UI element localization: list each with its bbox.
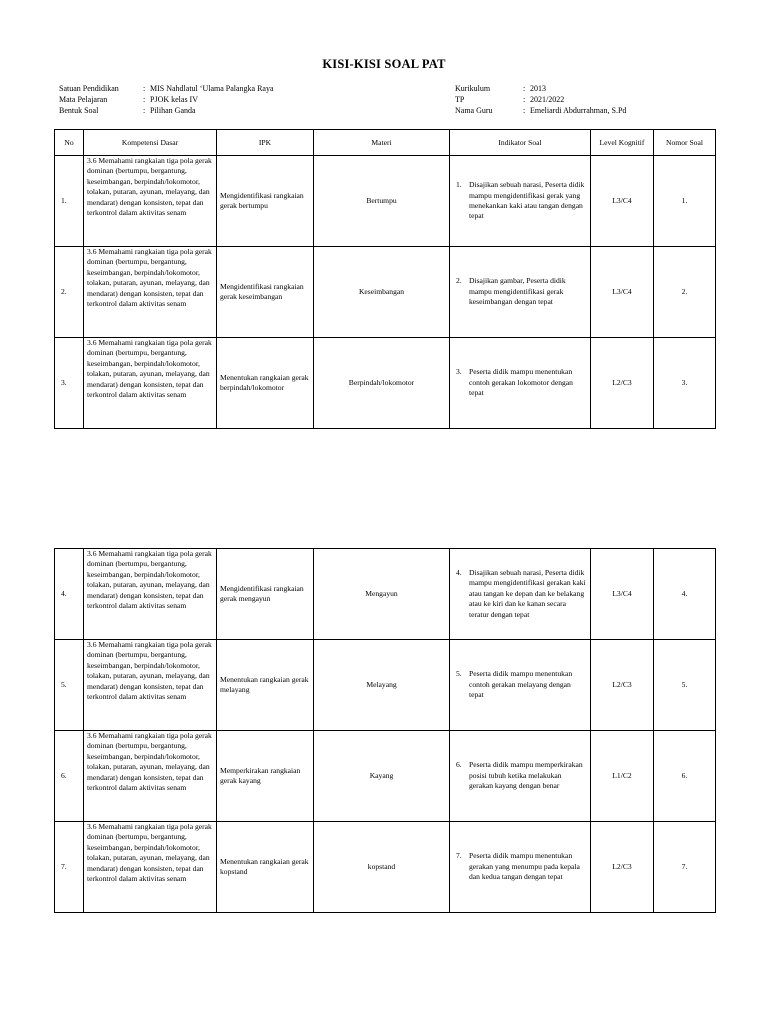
kisi-table-part-2 [54, 548, 716, 913]
cell-kompetensi-dasar: 3.6 Memahami rangkaian tiga pola gerak dominan (bertumpu, bergantung, keseimbangan, berpindah/lokomotor, tolakan, putaran, ayunan, melayang, dan mendarat) dengan konsisten, tepat dan terkontrol dalam aktivitas senam [84, 247, 217, 338]
cell-materi: Berpindah/lokomotor [314, 338, 450, 429]
indikator-text: Peserta didik mampu menentukan gerakan yang menumpu pada kepala dan kedua tangan dengan tepat [469, 851, 580, 882]
cell-kompetensi-dasar: 3.6 Memahami rangkaian tiga pola gerak dominan (bertumpu, bergantung, keseimbangan, berpindah/lokomotor, tolakan, putaran, ayunan, melayang, dan mendarat) dengan konsisten, tepat dan terkontrol dalam aktivitas senam [84, 156, 217, 247]
meta-row: Mata Pelajaran : PJOK kelas IV [59, 95, 198, 105]
cell-ipk: Menentukan rangkaian gerak berpindah/lokomotor [217, 338, 314, 429]
cell-materi: Melayang [314, 640, 450, 731]
cell-indikator [450, 156, 591, 247]
meta-label: Satuan Pendidikan [59, 84, 119, 93]
meta-row: Nama Guru : Emeliardi Abdurrahman, S.Pd [455, 106, 627, 116]
header-level-kognitif: Level Kognitif [591, 130, 654, 156]
indikator-text: Peserta didik mampu memperkirakan posisi tubuh ketika melakukan gerakan kayang dengan benar [469, 760, 583, 791]
indikator-number: 7. [456, 851, 462, 861]
header-no: No [55, 130, 84, 156]
cell-indikator [450, 731, 591, 822]
cell-kompetensi-dasar: 3.6 Memahami rangkaian tiga pola gerak dominan (bertumpu, bergantung, keseimbangan, berpindah/lokomotor, tolakan, putaran, ayunan, melayang, dan mendarat) dengan konsisten, tepat dan terkontrol dalam aktivitas senam [84, 549, 217, 640]
cell-kompetensi-dasar: 3.6 Memahami rangkaian tiga pola gerak dominan (bertumpu, bergantung, keseimbangan, berpindah/lokomotor, tolakan, putaran, ayunan, melayang, dan mendarat) dengan konsisten, tepat dan terkontrol dalam aktivitas senam [84, 338, 217, 429]
cell-no: 2. [55, 247, 84, 338]
cell-level: L3/C4 [591, 549, 654, 640]
meta-value: 2021/2022 [530, 95, 565, 105]
cell-nomor-soal: 1. [654, 156, 716, 247]
header-nomor-soal: Nomor Soal [654, 130, 716, 156]
cell-level: L2/C3 [591, 640, 654, 731]
table-row [55, 640, 716, 731]
cell-level: L2/C3 [591, 338, 654, 429]
cell-nomor-soal: 7. [654, 822, 716, 913]
meta-value: Pilihan Ganda [150, 106, 196, 116]
cell-ipk: Memperkirakan rangkaian gerak kayang [217, 731, 314, 822]
indikator-number: 1. [456, 180, 462, 190]
indikator-number: 6. [456, 760, 462, 770]
cell-ipk: Mengidentifikasi rangkaian gerak keseimbangan [217, 247, 314, 338]
indikator-number: 3. [456, 367, 462, 377]
cell-no: 1. [55, 156, 84, 247]
meta-row: Kurikulum : 2013 [455, 84, 546, 93]
cell-materi: Keseimbangan [314, 247, 450, 338]
meta-label: TP [455, 95, 465, 105]
cell-nomor-soal: 6. [654, 731, 716, 822]
cell-kompetensi-dasar: 3.6 Memahami rangkaian tiga pola gerak dominan (bertumpu, bergantung, keseimbangan, berpindah/lokomotor, tolakan, putaran, ayunan, melayang, dan mendarat) dengan konsisten, tepat dan terkontrol dalam aktivitas senam [84, 731, 217, 822]
header-materi: Materi [314, 130, 450, 156]
header-ipk: IPK [217, 130, 314, 156]
indikator-number: 2. [456, 276, 462, 286]
meta-label: Kurikulum [455, 84, 491, 93]
meta-value: PJOK kelas IV [150, 95, 198, 105]
meta-label: Bentuk Soal [59, 106, 99, 116]
cell-level: L2/C3 [591, 822, 654, 913]
meta-row: TP : 2021/2022 [455, 95, 565, 105]
cell-nomor-soal: 5. [654, 640, 716, 731]
kisi-table-part-1 [54, 129, 716, 429]
cell-nomor-soal: 3. [654, 338, 716, 429]
header-indikator-soal: Indikator Soal [450, 130, 591, 156]
cell-kompetensi-dasar: 3.6 Memahami rangkaian tiga pola gerak dominan (bertumpu, bergantung, keseimbangan, berpindah/lokomotor, tolakan, putaran, ayunan, melayang, dan mendarat) dengan konsisten, tepat dan terkontrol dalam aktivitas senam [84, 640, 217, 731]
cell-level: L3/C4 [591, 247, 654, 338]
cell-indikator [450, 640, 591, 731]
cell-no: 3. [55, 338, 84, 429]
indikator-text: Disajikan sebuah narasi, Peserta didik mampu mengidentifikasi gerak yang menekankan kaki atau tangan dengan tepat [469, 180, 585, 221]
indikator-text: Disajikan sebuah narasi, Peserta didik mampu mengidentifikasi gerakan kaki atau tangan ke depan dan ke belakang atau ke kiri dan ke kanan secara teratur dengan tepat [469, 567, 586, 619]
meta-left [59, 83, 274, 117]
cell-ipk: Mengidentifikasi rangkaian gerak mengayun [217, 549, 314, 640]
meta-value: 2013 [530, 84, 546, 93]
cell-no: 7. [55, 822, 84, 913]
cell-ipk: Menentukan rangkaian gerak melayang [217, 640, 314, 731]
meta-row: Bentuk Soal : Pilihan Ganda [59, 106, 196, 116]
table-header-row [55, 130, 716, 156]
cell-no: 6. [55, 731, 84, 822]
cell-level: L3/C4 [591, 156, 654, 247]
cell-kompetensi-dasar: 3.6 Memahami rangkaian tiga pola gerak dominan (bertumpu, bergantung, keseimbangan, berpindah/lokomotor, tolakan, putaran, ayunan, melayang, dan mendarat) dengan konsisten, tepat dan terkontrol dalam aktivitas senam [84, 822, 217, 913]
cell-no: 5. [55, 640, 84, 731]
indikator-number: 4. [456, 567, 462, 577]
cell-materi: kopstand [314, 822, 450, 913]
meta-row: Satuan Pendidikan : MIS Nahdlatul ‘Ulama Palangka Raya [59, 84, 274, 93]
indikator-text: Disajikan gambar, Peserta didik mampu mengidentifikasi gerak keseimbangan dengan tepat [469, 276, 566, 307]
indikator-text: Peserta didik mampu menentukan contoh gerakan melayang dengan tepat [469, 669, 573, 700]
table-row [55, 822, 716, 913]
meta-label: Nama Guru [455, 106, 493, 116]
cell-nomor-soal: 4. [654, 549, 716, 640]
table-row [55, 549, 716, 640]
cell-level: L1/C2 [591, 731, 654, 822]
cell-indikator [450, 549, 591, 640]
cell-ipk: Menentukan rangkaian gerak kopstand [217, 822, 314, 913]
cell-materi: Mengayun [314, 549, 450, 640]
cell-indikator [450, 247, 591, 338]
table-row [55, 338, 716, 429]
cell-materi: Kayang [314, 731, 450, 822]
cell-no: 4. [55, 549, 84, 640]
cell-indikator [450, 338, 591, 429]
cell-nomor-soal: 2. [654, 247, 716, 338]
table-row [55, 731, 716, 822]
indikator-text: Peserta didik mampu menentukan contoh gerakan lokomotor dengan tepat [469, 367, 573, 398]
indikator-number: 5. [456, 669, 462, 679]
cell-materi: Bertumpu [314, 156, 450, 247]
meta-value: MIS Nahdlatul ‘Ulama Palangka Raya [150, 84, 274, 93]
meta-right [455, 83, 626, 117]
table-row [55, 247, 716, 338]
meta-label: Mata Pelajaran [59, 95, 108, 105]
table-row [55, 156, 716, 247]
meta-value: Emeliardi Abdurrahman, S.Pd [530, 106, 627, 116]
cell-indikator [450, 822, 591, 913]
header-kompetensi-dasar: Kompetensi Dasar [84, 130, 217, 156]
document-title: KISI-KISI SOAL PAT [322, 57, 446, 71]
cell-ipk: Mengidentifikasi rangkaian gerak bertumpu [217, 156, 314, 247]
